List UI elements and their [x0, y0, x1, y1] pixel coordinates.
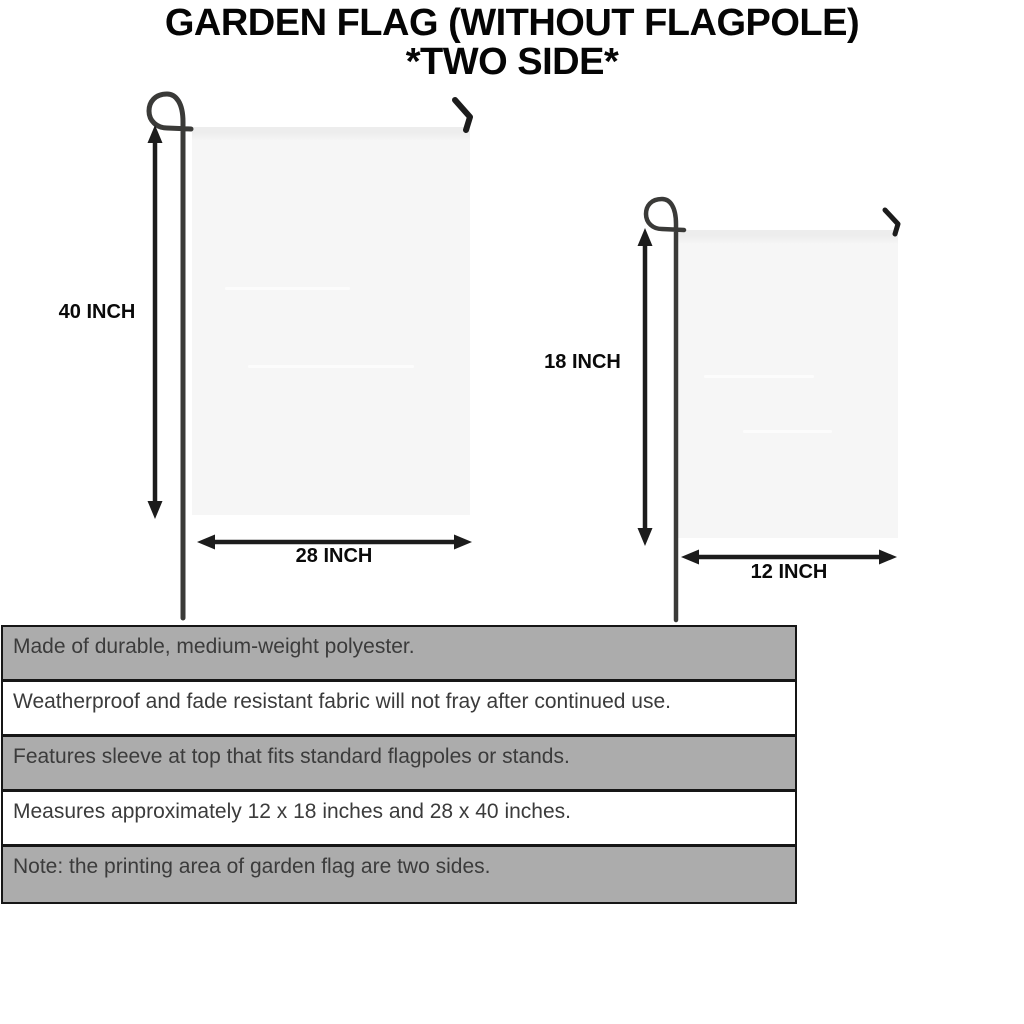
spec-text: Note: the printing area of garden flag are two sides.: [13, 855, 491, 878]
small-flag-image: [677, 230, 898, 538]
large-flag-image: [192, 127, 470, 515]
spec-row-note: [3, 847, 795, 902]
flag-crease: [704, 375, 815, 378]
hook-icon: [455, 100, 470, 130]
spec-row-weatherproof: [3, 682, 795, 737]
flag-crease: [743, 430, 831, 433]
page-title: [0, 4, 1024, 82]
height-arrow-large: [148, 125, 163, 519]
title-line-2: *TWO SIDE*: [405, 40, 619, 83]
spec-table: [1, 625, 797, 904]
large-flag-height-label: 40 INCH: [58, 301, 136, 323]
large-flag-width-label: 28 INCH: [295, 545, 373, 567]
small-flag-width-label: 12 INCH: [750, 561, 828, 583]
spec-row-material: [3, 627, 795, 682]
flag-crease: [225, 287, 350, 290]
flagpole-icon: [149, 94, 191, 618]
spec-text: Made of durable, medium-weight polyester.: [13, 635, 415, 658]
small-flag-height-label: 18 INCH: [544, 351, 621, 373]
spec-text: Weatherproof and fade resistant fabric will not fray after continued use.: [13, 690, 671, 713]
title-line-1: GARDEN FLAG (WITHOUT FLAGPOLE): [164, 2, 860, 44]
spec-text: Features sleeve at top that fits standard flagpoles or stands.: [13, 745, 570, 768]
flag-crease: [248, 365, 415, 368]
spec-row-sleeve: [3, 737, 795, 792]
height-arrow-small: [638, 228, 653, 546]
spec-row-measures: [3, 792, 795, 847]
spec-text: Measures approximately 12 x 18 inches and 28 x 40 inches.: [13, 800, 571, 823]
